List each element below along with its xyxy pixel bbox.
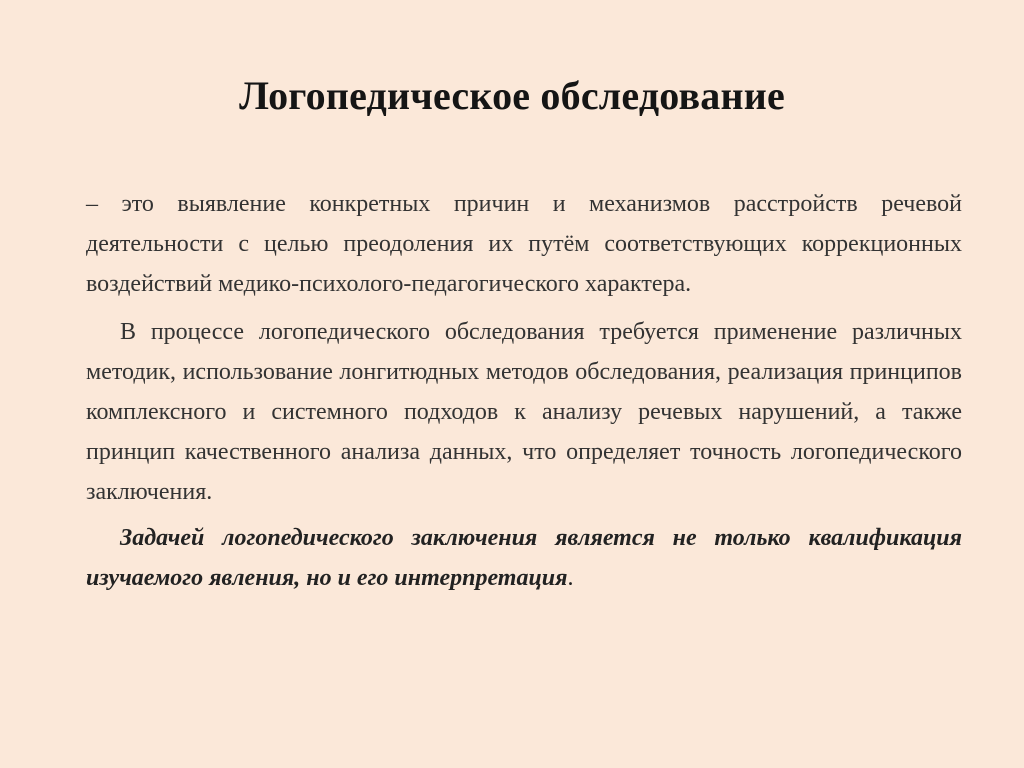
definition-paragraph: – это выявление конкретных причин и механизмов расстройств речевой деятельности с целью преодоления их путём соответствующих коррекционных воздействий медико-психолого-педагогического характера. <box>86 191 962 297</box>
conclusion-paragraph <box>86 518 962 598</box>
methods-paragraph: В процессе логопедического обследования требуется применение различных методик, использование лонгитюдных методов обследования, реализация принципов комплексного и системного подходов к анализу речевых нарушений, а также принцип качественного анализа данных, что определяет точность логопедического заключения. <box>86 319 962 505</box>
slide-body <box>86 184 962 598</box>
conclusion-period: . <box>567 565 574 591</box>
conclusion-text: Задачей логопедического заключения является не только квалификация изучаемого явления, но и его интерпретация <box>86 525 962 591</box>
slide-title: Логопедическое обследование <box>239 73 785 118</box>
